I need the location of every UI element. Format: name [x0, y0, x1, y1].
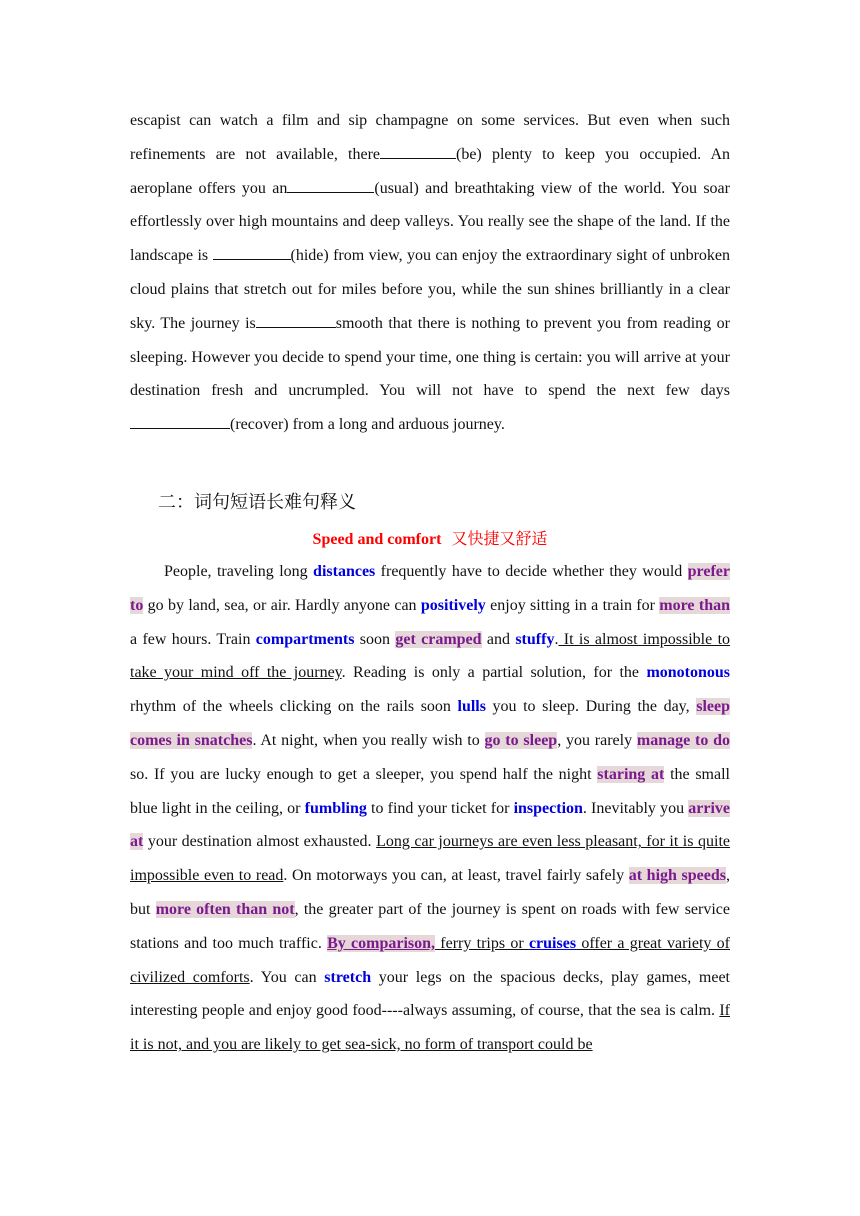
article-paragraph: [130, 555, 730, 1062]
difficult-sentence: Long car journeys are even less pleasant, for it is quite impossible even to read: [130, 833, 730, 885]
vocab-word: cruises: [528, 934, 577, 952]
answer-blank[interactable]: [130, 410, 230, 429]
text-segment: a few hours. Train: [130, 630, 256, 648]
article-title-english: Speed and comfort: [312, 531, 442, 548]
section-heading: 二：词句短语长难句释义: [158, 492, 356, 513]
vocab-word: fumbling: [304, 799, 367, 817]
difficult-sentence: If it is not, and you are likely to get sea-sick, no form of transport could be: [130, 1002, 730, 1054]
key-phrase: By comparison,: [327, 934, 436, 952]
article-title-chinese: 又快捷又舒适: [451, 529, 548, 548]
text-segment: . On motorways you can, at least, travel fairly safely: [283, 867, 629, 885]
text-segment: .: [554, 630, 559, 648]
text-segment: escapist can watch a film and sip champagne on some services. But even when such refinements are not available, there: [130, 112, 730, 163]
text-segment: frequently have to decide whether they would: [375, 563, 688, 580]
vocab-word: monotonous: [646, 664, 731, 682]
key-phrase: more than: [659, 596, 730, 614]
key-phrase: get cramped: [395, 630, 482, 648]
text-segment: . You can: [249, 968, 325, 986]
key-phrase: staring at: [597, 765, 665, 783]
answer-blank[interactable]: [287, 174, 374, 193]
text-segment: People, traveling long: [164, 563, 314, 580]
difficult-sentence: ferry trips or: [435, 934, 529, 952]
vocab-word: lulls: [457, 698, 486, 716]
article-title: [130, 524, 730, 555]
vocab-word: stuffy: [515, 630, 555, 648]
text-segment: to find your ticket for: [366, 799, 514, 817]
difficult-sentence: offer a great variety of civilized comforts: [130, 934, 731, 986]
text-segment: so. If you are lucky enough to get a sleeper, you spend half the night: [130, 765, 598, 783]
text-segment: your legs on the spacious decks, play games, meet interesting people and enjoy good food----always assuming, of course, that the sea is calm.: [130, 968, 730, 1020]
text-segment: (recover) from a long and arduous journey.: [230, 416, 505, 434]
key-phrase: manage to do: [636, 731, 731, 749]
answer-blank[interactable]: [256, 309, 336, 328]
text-segment: go by land, sea, or air. Hardly anyone can: [143, 596, 421, 614]
text-segment: (hide) from view, you can enjoy the extraordinary sight of unbroken cloud plains that stretch out for miles before you, while the sun shines brilliantly in a clear sky. The journey is: [130, 247, 731, 332]
key-phrase: arrive at: [130, 799, 730, 851]
text-segment: . At night, when you really wish to: [252, 731, 485, 749]
text-segment: enjoy sitting in a train for: [485, 596, 660, 614]
text-segment: , the greater part of the journey is spent on roads with few service stations and too much traffic.: [130, 900, 731, 952]
text-segment: , you rarely: [557, 731, 637, 749]
text-segment: and: [481, 630, 516, 648]
key-phrase: more often than not: [155, 900, 295, 918]
text-segment: soon: [354, 630, 396, 648]
text-segment: , but: [130, 867, 731, 918]
text-segment: the small blue light in the ceiling, or: [130, 765, 730, 817]
key-phrase: at high speeds: [628, 867, 727, 885]
vocab-word: distances: [313, 563, 376, 580]
text-segment: (usual) and breathtaking view of the world. You soar effortlessly over high mountains and deep valleys. You really see the shape of the land. If the landscape is: [130, 179, 730, 265]
text-segment: . Inevitably you: [582, 799, 689, 817]
answer-blank[interactable]: [213, 241, 291, 260]
fill-in-exercise-paragraph: [130, 104, 730, 442]
text-segment: you to sleep. During the day,: [485, 698, 697, 716]
vocab-word: inspection: [513, 799, 583, 817]
text-segment: your destination almost exhausted.: [143, 833, 377, 851]
difficult-sentence: It is almost impossible to take your mind off the journey: [130, 630, 731, 682]
key-phrase: prefer to: [130, 563, 730, 614]
answer-blank[interactable]: [380, 140, 456, 159]
vocab-word: stretch: [324, 968, 372, 986]
vocab-word: compartments: [255, 630, 355, 648]
key-phrase: go to sleep: [484, 731, 558, 749]
text-segment: smooth that there is nothing to prevent you from reading or sleeping. However you decide to spend your time, one thing is certain: you will arrive at your destination fresh and uncrumpled. You will not have to spend the next few days: [130, 314, 730, 400]
text-segment: rhythm of the wheels clicking on the rails soon: [130, 698, 458, 716]
text-segment: (be) plenty to keep you occupied. An aeroplane offers you an: [130, 145, 730, 197]
key-phrase: sleep comes in snatches: [130, 698, 730, 749]
text-segment: . Reading is only a partial solution, for the: [341, 664, 647, 682]
vocab-word: positively: [420, 596, 486, 614]
